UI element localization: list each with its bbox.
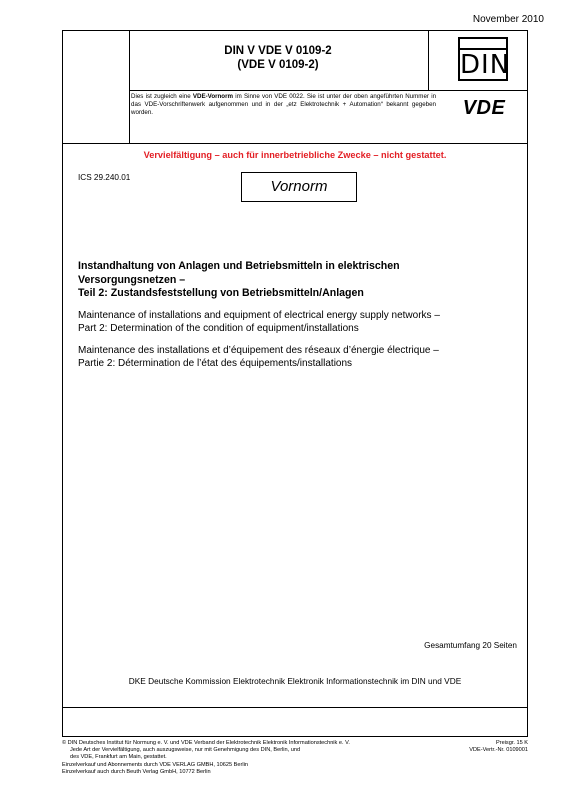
title-french [78, 345, 518, 370]
header-logo-divider [428, 31, 429, 90]
order-number: VDE-Vertr.-Nr. 0109001 [469, 747, 528, 754]
title-german-line: Teil 2: Zustandsfeststellung von Betriebsmitteln/Anlagen [78, 287, 364, 299]
document-type-box: Vornorm [241, 172, 357, 202]
notice-text-bold: VDE-Vornorm [192, 93, 233, 100]
footer-line: Jede Art der Vervielfältigung, auch auszugsweise, nur mit Genehmigung des DIN, Berlin, und [70, 747, 301, 754]
footer-line: Einzelverkauf auch durch Beuth Verlag GmbH, 10772 Berlin [62, 768, 211, 775]
dke-line: DKE Deutsche Kommission Elektrotechnik Elektronik Informationstechnik im DIN und VDE [128, 676, 462, 686]
ics-code: ICS 29.240.01 [78, 173, 131, 182]
title-english [78, 310, 518, 335]
standard-number: DIN V VDE V 0109-2 [224, 45, 332, 57]
price-group: Preisgr. 15 K [495, 740, 528, 746]
publication-date: November 2010 [472, 14, 544, 25]
vde-number: (VDE V 0109-2) [237, 59, 319, 71]
title-english-line: Part 2: Determination of the condition of equipment/installations [78, 322, 359, 334]
cover-frame [62, 30, 528, 737]
title-english-line: Maintenance of installations and equipment of electrical energy supply networks – [78, 310, 440, 321]
header-bottom-divider [63, 143, 527, 144]
vde-logo: VDE [462, 97, 506, 119]
din-logo-text: DIN [460, 50, 511, 80]
title-german [78, 260, 498, 301]
footer-top-divider [63, 707, 527, 708]
notice-text-post: im Sinne von VDE 0022. Sie ist unter der oben angeführten Nummer in das VDE-Vorschriftenwerk aufgenommen und in der „etz Elektrotechnik + Automation“ bekannt gegeben worden. [131, 93, 437, 116]
title-german-line: Versorgungsnetzen – [78, 273, 186, 286]
footer-line: des VDE, Frankfurt am Main, gestattet. [70, 754, 167, 761]
title-french-line: Maintenance des installations et d’équipement des réseaux d’énergie électrique – [78, 345, 439, 356]
title-german-line: Instandhaltung von Anlagen und Betriebsmitteln in elektrischen [78, 260, 400, 272]
notice-text-pre: Dies ist zugleich eine [131, 93, 193, 100]
reproduction-warning: Vervielfältigung – auch für innerbetriebliche Zwecke – nicht gestattet. [143, 150, 447, 160]
title-french-line: Partie 2: Détermination de l’état des équipements/installations [78, 357, 353, 369]
standard-designation-block [131, 31, 425, 90]
footer-line: © DIN Deutsches Institut für Normung e. V. und VDE Verband der Elektrotechnik Elektronik Informationstechnik e. V. [62, 740, 350, 746]
din-logo [458, 37, 511, 81]
total-pages: Gesamtumfang 20 Seiten [424, 641, 517, 650]
footer-price [469, 740, 528, 754]
header-divider [129, 90, 527, 91]
footer-line: Einzelverkauf und Abonnements durch VDE VERLAG GMBH, 10625 Berlin [62, 761, 248, 768]
footer-copyright [62, 740, 392, 776]
header-left-divider [129, 31, 130, 143]
vde-notice [131, 93, 436, 117]
